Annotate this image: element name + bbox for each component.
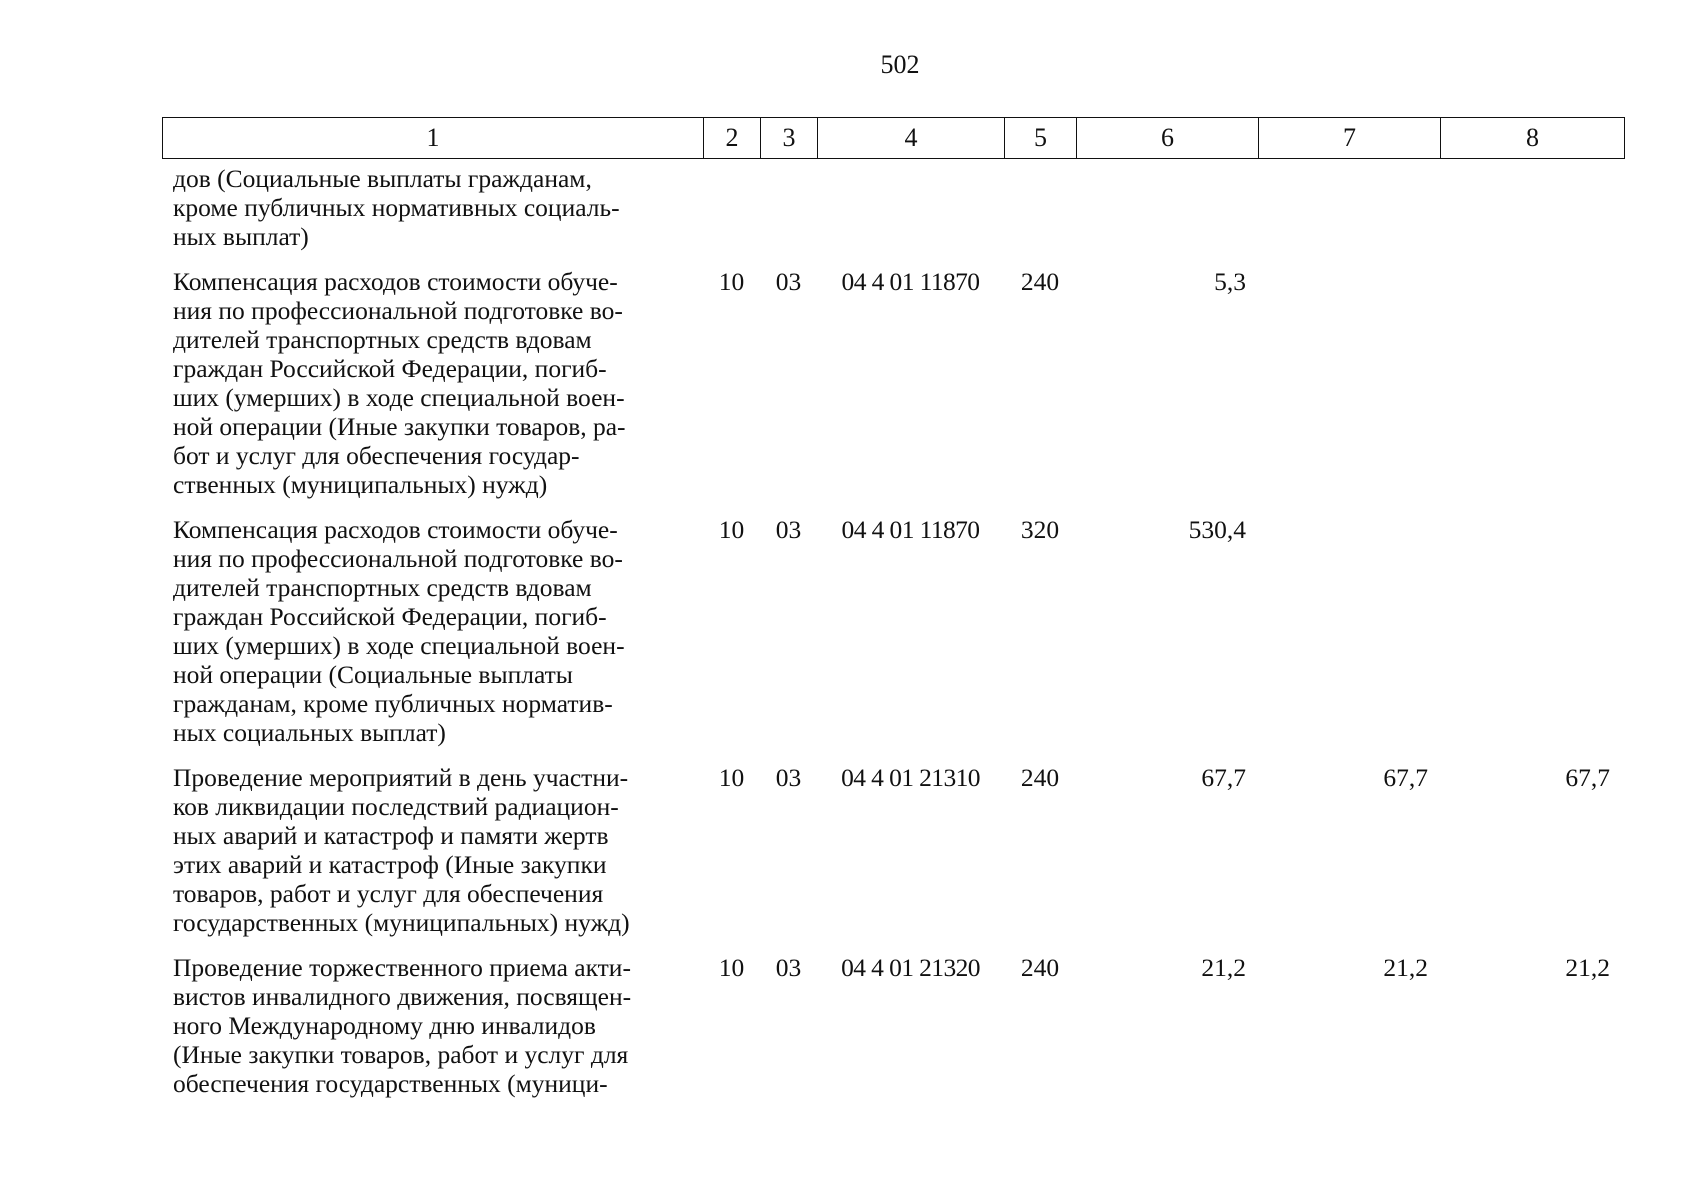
row-description: Компенсация расходов стоимости обуче- ния по профессиональной подготовке во- дителей транспортных средств вдовам граждан Российской Федерации, погиб- ших (умерших) в ходе специальной воен- ной операции (Социальные выплаты гражданам, кроме публичных норматив- ных социальных выплат) bbox=[173, 515, 625, 747]
table-row bbox=[162, 164, 1624, 251]
row-subsection-code: 03 bbox=[775, 763, 802, 792]
row-description: Проведение мероприятий в день участни- ков ликвидации последствий радиацион- ных аварий и катастроф и памяти жертв этих аварий и катастроф (Иные закупки товаров, работ и услуг для обеспечения государственных (муниципальных) нужд) bbox=[173, 763, 630, 937]
row-value-col8: 21,2 bbox=[1565, 953, 1610, 982]
row-description: дов (Социальные выплаты гражданам, кроме публичных нормативных социаль- ных выплат) bbox=[173, 164, 620, 251]
column-header-table bbox=[162, 117, 1625, 159]
column-header-row bbox=[163, 118, 1625, 159]
row-expense-type-code: 240 bbox=[1020, 763, 1060, 792]
row-value-col6: 530,4 bbox=[1188, 515, 1246, 544]
row-subsection-code: 03 bbox=[775, 267, 802, 296]
row-value-col6: 5,3 bbox=[1214, 267, 1246, 296]
row-target-article-code: 04 4 01 11870 bbox=[841, 267, 980, 296]
row-description: Компенсация расходов стоимости обуче- ния по профессиональной подготовке во- дителей транспортных средств вдовам граждан Российской Федерации, погиб- ших (умерших) в ходе специальной воен- ной операции (Иные закупки товаров, ра- бот и услуг для обеспечения государ- ственных (муниципальных) нужд) bbox=[173, 267, 626, 499]
table-row bbox=[162, 953, 1624, 1098]
column-header-2: 2 bbox=[704, 118, 761, 159]
row-subsection-code: 03 bbox=[775, 953, 802, 982]
row-section-code: 10 bbox=[718, 267, 745, 296]
row-expense-type-code: 240 bbox=[1020, 267, 1060, 296]
row-section-code: 10 bbox=[718, 953, 745, 982]
row-section-code: 10 bbox=[718, 515, 745, 544]
row-target-article-code: 04 4 01 21320 bbox=[841, 953, 980, 982]
column-header-1: 1 bbox=[163, 118, 704, 159]
row-target-article-code: 04 4 01 11870 bbox=[841, 515, 980, 544]
table-body bbox=[162, 164, 1624, 1114]
row-value-col8: 67,7 bbox=[1565, 763, 1610, 792]
row-value-col7: 67,7 bbox=[1383, 763, 1428, 792]
column-header-6: 6 bbox=[1077, 118, 1259, 159]
column-header-8: 8 bbox=[1441, 118, 1625, 159]
row-expense-type-code: 320 bbox=[1020, 515, 1060, 544]
column-header-5: 5 bbox=[1005, 118, 1077, 159]
table-row bbox=[162, 267, 1624, 499]
row-section-code: 10 bbox=[718, 763, 745, 792]
table-row bbox=[162, 763, 1624, 937]
row-target-article-code: 04 4 01 21310 bbox=[841, 763, 980, 792]
page-number: 502 bbox=[880, 50, 920, 79]
column-header-7: 7 bbox=[1259, 118, 1441, 159]
row-description: Проведение торжественного приема акти- вистов инвалидного движения, посвящен- ного Международному дню инвалидов (Иные закупки товаров, работ и услуг для обеспечения государственных (муници- bbox=[173, 953, 632, 1098]
row-value-col6: 67,7 bbox=[1201, 763, 1246, 792]
column-header-3: 3 bbox=[761, 118, 818, 159]
row-subsection-code: 03 bbox=[775, 515, 802, 544]
row-value-col6: 21,2 bbox=[1201, 953, 1246, 982]
column-header-4: 4 bbox=[818, 118, 1005, 159]
row-value-col7: 21,2 bbox=[1383, 953, 1428, 982]
table-row bbox=[162, 515, 1624, 747]
row-expense-type-code: 240 bbox=[1020, 953, 1060, 982]
